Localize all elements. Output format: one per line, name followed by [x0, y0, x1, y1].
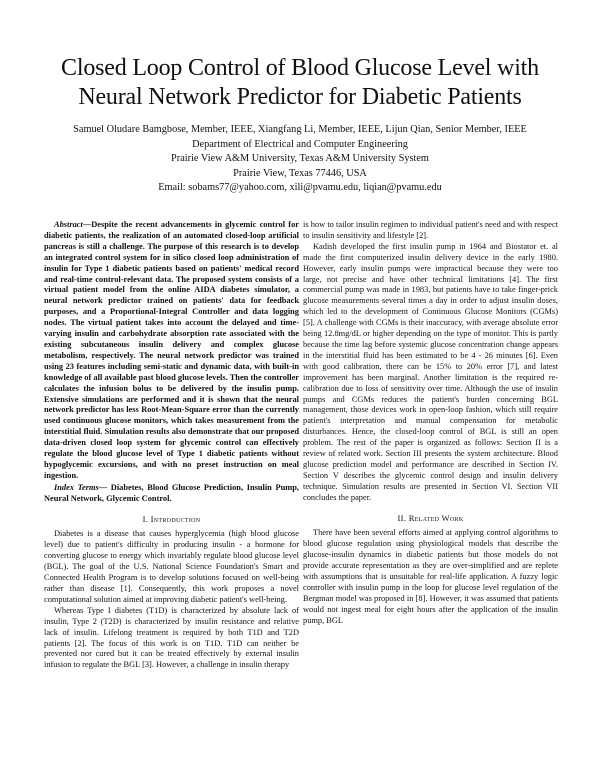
author-location: Prairie View, Texas 77446, USA [233, 167, 367, 179]
section-heading-introduction: I. Introduction [142, 513, 201, 524]
abstract [44, 220, 299, 482]
left-column [44, 220, 299, 671]
right-column [303, 220, 558, 627]
index-terms-lead: Index Terms [54, 482, 99, 492]
related-work-paragraph-1: There have been several efforts aimed at applying control algorithms to blood glucose regulation using physiological models that describe the glucose-insulin dynamics in diabetic patients but those models do not provide accurate representation as they are over-simplified and are replete with assumptions that is unsuitable for real-life application. A fuzzy logic controller with insulin pump in the loop for glucose level regulation of the Bergman model was proposed in [8]. However, it was assumed that patients would not ingest meal for eight hours after the application of the insulin pump, BGL [303, 528, 558, 625]
author-university: Prairie View A&M University, Texas A&M University System [171, 153, 429, 164]
index-terms-body: — Diabetes, Blood Glucose Prediction, Insulin Pump, Neural Network, Glycemic Control. [44, 482, 299, 503]
author-department: Department of Electrical and Computer Engineering [192, 138, 408, 150]
intro-paragraph-2: Whereas Type I diabetes (T1D) is characterized by absolute lack of insulin, Type 2 (T2D) is characterized by insulin resistance and relative lack of insulin. Lifelong treatment is required by both T1D and T2D patients [2]. The focus of this work is on T1D. T1D can neither be prevented nor cured but it can be treated effectively by external insulin infusion to regulate the BGL [3]. However, a challenge in insulin therapy [44, 605, 299, 670]
abstract-lead: Abstract [54, 220, 83, 229]
index-terms [44, 483, 299, 505]
intro-paragraph-2-continued: is how to tailor insulin regimen to individual patient's need and with respect to insulin sensitivity and lifestyle [2]. [303, 220, 558, 240]
intro-paragraph-1: Diabetes is a disease that causes hyperglycemia (high blood glucose level) due to patient's difficulty in producing insulin - a hormone for converting glucose to energy which invariably regulate blood glucose level (BGL). The goal of the U.S. National Science Foundation's Smart and Connected Health Program is to develop solutions focused on well-being rather than disease [1]. Consequently, this work proposes a novel computational solution aimed at improving diabetic patient's well-being. [44, 529, 299, 604]
abstract-body: —Despite the recent advancements in glycemic control for diabetic patients, the realization of an automated closed-loop artificial pancreas is still a challenge. The purpose of this research is to develop an integrated control system for in silico closed loop administration of insulin for Type 1 diabetic patients based on patients' medical record and real-time control-relevant data. The proposed system consists of a virtual patient model from the online AIDA diabetes simulator, a neural network predictor trained on patients' data for feedback purposes, and a Proportional-Integral Controller and data logging nodes. The virtual patient takes into account the delayed and time-varying insulin and carbohydrate absorption rate associated with the existing subcutaneous insulin delivery and complex glucose metabolism, respectively. The neural network predictor was trained using 23 features including semi-static and dynamic data, with built-in knowledge of all available past blood glucose levels. Then the controller calculates the infusion bolus to be delivered by the insulin pump. Extensive simulations are performed and it is shown that the neural network predictor has less Root-Mean-Square error than the currently used continuous glucose monitors, which takes measurement from the interstitial fluid. Simulation results also demonstrate that our proposed data-driven closed loop system for glycemic control can effectively regulate the blood glucose level of Type 1 diabetic patients without hypoglycemic excursions, and with no preset instruction on meal ingestion. [44, 220, 299, 480]
author-names: Samuel Oludare Bamgbose, Member, IEEE, Xiangfang Li, Member, IEEE, Lijun Qian, Senior Member, IEEE [73, 124, 527, 135]
title-line-1: Closed Loop Control of Blood Glucose Level with [61, 55, 539, 81]
section-heading-related-work: II. Related Work [397, 512, 464, 523]
author-block [20, 123, 580, 196]
paper-title [30, 54, 570, 112]
intro-paragraph-3: Kadish developed the first insulin pump in 1964 and Biostator et. al made the first computerized insulin delivery device in the early 1980. However, early insulin pumps were impractical because they were too large, not precise and have other technical limitations [4]. The first commercial pump was made in 1983, but patients have to take finger-prick glucose measurements several times a day in order to adjust insulin doses, which led to the development of Continuous Glucose Monitors (CGMs) [5]. A challenge with CGMs is their inaccuracy, with average absolute error being 12.8mg/dL or higher depending on the type of monitor. This is partly because the time lag before systemic glucose concentration change appears in the interstitial fluid has been estimated to be 4 - 26 minutes [6]. Even with good calibration, there can be 15% to 20% error [7], and latest improvement has been marginal. Another limitation is the required re-calibration due to loss of sensitivity over time. Although the use of insulin pumps and CGMs reduces the patient's burden concerning BGL management, those devices work in open-loop fashion, which still require patient's interpretation and manual compensation for metabolic disturbances. Hence, the closed-loop control of BGL is still an open problem. The rest of the paper is organized as follows: Section II is a review of related work. Section III presents the system architecture. Blood glucose prediction model and performance are described in Section IV. Section V describes the glycemic control design and insulin delivery technique. Simulation results are presented in Section VI. Section VII concludes the paper. [303, 241, 558, 502]
title-line-2: Neural Network Predictor for Diabetic Patients [78, 84, 522, 110]
author-emails: Email: sobams77@yahoo.com, xili@pvamu.edu, liqian@pvamu.edu [158, 182, 442, 193]
